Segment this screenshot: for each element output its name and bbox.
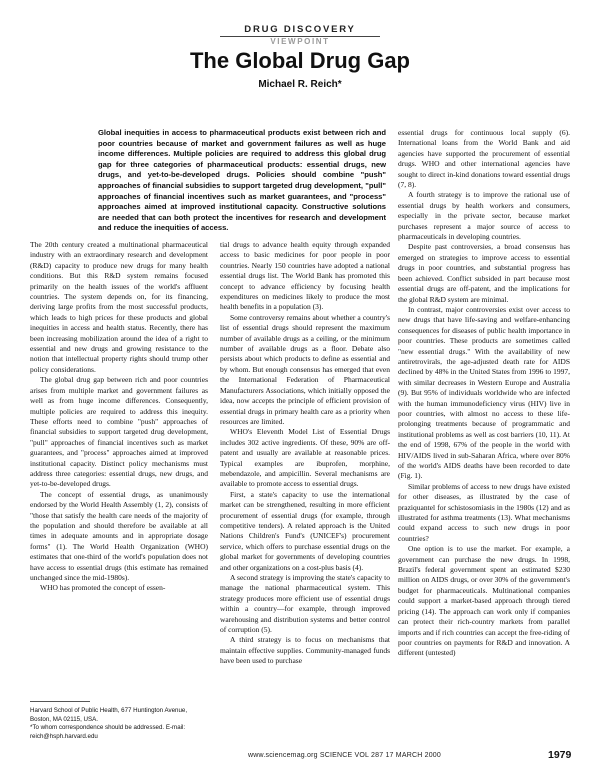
footnote-divider: [30, 701, 90, 702]
body-column-3: [398, 128, 570, 659]
page-edge-strip: [574, 0, 600, 776]
paragraph: The global drug gap between rich and poor countries arises from multiple market and government failures as well as from huge income differences. Consequently, multiple policies are required to address this inequity. These efforts need to combine "push" approaches of financial subsidies to support targeted drug development, "pull" approaches of financial incentives such as market guarantees, and "process" approaches aimed at improved institutional capacity. Distinct policy mechanisms must address three categories: essential drugs, new drugs, and yet-to-be-developed drugs.: [30, 375, 208, 489]
paragraph: The concept of essential drugs, as unanimously endorsed by the World Health Assembly (1, 2), consists of "those that satisfy the health care needs of the majority of the population and should therefore be available at all times in adequate amounts and in appropriate dosage forms" (1). The World Health Organization (WHO) estimates that one-third of the world's population does not have access to essential drugs (this estimate has remained unchanged since the mid-1980s).: [30, 489, 208, 582]
paragraph: First, a state's capacity to use the international market can be strengthened, resulting in more efficient procurement of essential drugs (for example, through competitive tenders). A related approach is the United Nations Children's Fund's (UNICEF's) procurement service, which offers to purchase essential drugs on the global market for governments of developing countries and other organizations on a cost-plus basis (4).: [220, 489, 390, 572]
footnotes: [30, 701, 208, 741]
paragraph: essential drugs for continuous local supply (6). International loans from the World Bank and aid agencies have supported the procurement of essential drugs. WHO and other international agencies have sought to direct in-kind donations toward essential drugs (7, 8).: [398, 128, 570, 190]
subsection-label: VIEWPOINT: [270, 37, 330, 46]
paragraph: One option is to use the market. For example, a government can purchase the new drugs. In 1998, Brazil's federal government spent an estimated $230 million on AIDS drugs, or over 30% of the government's budget for pharmaceuticals. Multinational companies could support a market-based approach through tiered pricing (14). The approach can work only if companies can protect their rich-country markets from parallel imports and if rich countries can accept the free-riding of poor countries on payments for R&D and innovation. A different (untested): [398, 544, 570, 658]
paragraph: Some controversy remains about whether a country's list of essential drugs should represent the maximum number of available drugs as a ceiling, or the minimum number of available drugs as a floor. Debate also persists about which products to define as essential and by whom. But enough consensus has emerged that even the International Federation of Pharmaceutical Manufacturers Associations, which initially opposed the idea, now accepts the principle of efficient provision of essential drugs in primary health care as a priority when resources are limited.: [220, 312, 390, 426]
page-number: 1979: [548, 749, 572, 761]
author-affiliation: Harvard School of Public Health, 677 Huntington Avenue, Boston, MA 02115, USA.: [30, 707, 188, 723]
paragraph: A fourth strategy is to improve the rational use of essential drugs by health workers and consumers, especially in the private sector, because market purchases represent a major source of access to pharmaceuticals in developing countries.: [398, 190, 570, 242]
correspondence-note: *To whom correspondence should be addressed. E-mail: reich@hsph.harvard.edu: [30, 724, 186, 740]
paragraph: Despite past controversies, a broad consensus has emerged on strategies to improve access to essential drugs in poor countries, and substantial progress has been achieved. Conflict subsided in part because most essential drugs are off-patent, and the implications for the global R&D system are minimal.: [398, 242, 570, 304]
paragraph: WHO has promoted the concept of essen-: [40, 583, 166, 593]
body-column-1: [30, 240, 208, 594]
page-footer: www.sciencemag.org SCIENCE VOL 287 17 MARCH 2000: [248, 752, 441, 759]
section-label-text: DRUG DISCOVERY: [244, 24, 356, 35]
section-label: [120, 24, 480, 35]
paragraph: A third strategy is to focus on mechanisms that maintain effective supplies. Community-managed funds have been used to purchase: [220, 635, 390, 666]
article-author: Michael R. Reich*: [258, 79, 342, 90]
paragraph: Similar problems of access to new drugs have existed for other diseases, as illustrated by the case of praziquantel for schistosomiasis in the 1980s (12) and as illustrated for asthma treatments (13). What mechanisms could expand access to such new drugs in poor countries?: [398, 481, 570, 543]
paragraph: tial drugs to advance health equity through expanded access to basic medicines for poor people in poor countries. Nearly 150 countries have adopted a national essential drugs list. The World Bank has promoted this concept to advance efficiency by focusing health expenditures on medicines likely to produce the most health benefits in a population (3).: [220, 240, 390, 312]
abstract: Global inequities in access to pharmaceutical products exist between rich and poor countries because of market and government failures as well as huge income differences. Multiple policies are required to address this global drug gap for three categories of pharmaceutical products: essential drugs, new drugs, and yet-to-be-developed drugs. Policies should combine "push" approaches of financial subsidies to support targeted drug development, "pull" approaches of financial incentives such as market guarantees, and "process" approaches aimed at improved institutional capacity. Constructive solutions are needed that can both protect the incentives for research and development and reduce the inequities of access.: [98, 128, 386, 233]
paragraph: The 20th century created a multinational pharmaceutical industry with an extraordinary research and development (R&D) capacity to produce new drugs for many health conditions. But this R&D system remains focused primarily on the health issues of the world's affluent countries. The system depends on, for its financing, deriving large profits from the most successful products, which leads to high prices for these products and global inequities in access and health status. Recently, there has been increasing mobilization around the idea of a right to essential and new drugs and growing resistance to the notion that intellectual property rights should trump other policy considerations.: [30, 240, 208, 374]
body-column-2: [220, 240, 390, 667]
paragraph: WHO's Eleventh Model List of Essential Drugs includes 302 active ingredients. Of these, 90% are off-patent and usually are available at reasonable prices. Typical examples are ibuprofen, morphine, mebendazole, and ampicillin. Several mechanisms are available to promote access to essential drugs.: [220, 427, 390, 489]
paragraph: A second strategy is improving the state's capacity to manage the national pharmaceutical system. This strategy produces more efficient use of essential drugs within a country—for example, through improved warehousing and distribution systems and better control of corruption (5).: [220, 573, 390, 635]
article-title: The Global Drug Gap: [189, 48, 410, 73]
paragraph: In contrast, major controversies exist over access to new drugs that have life-saving and welfare-enhancing consequences for diseases of public health importance in poor countries. These products are sometimes called "new essential drugs." With the availability of new antiretrovirals, the age-adjusted death rate for AIDS declined by 48% in the United States from 1996 to 1997, with similar decreases in Western Europe and Australia (9). But 95% of individuals worldwide who are infected with the human immunodeficiency virus (HIV) live in poor countries, with almost no access to these life-prolonging treatments because of programmatic and institutional problems as well as cost barriers (10, 11). At the end of 1998, 67% of the people in the world with HIV/AIDS lived in sub-Saharan Africa, where over 80% of the world's AIDS deaths have been recorded to date (Fig. 1).: [398, 304, 570, 481]
